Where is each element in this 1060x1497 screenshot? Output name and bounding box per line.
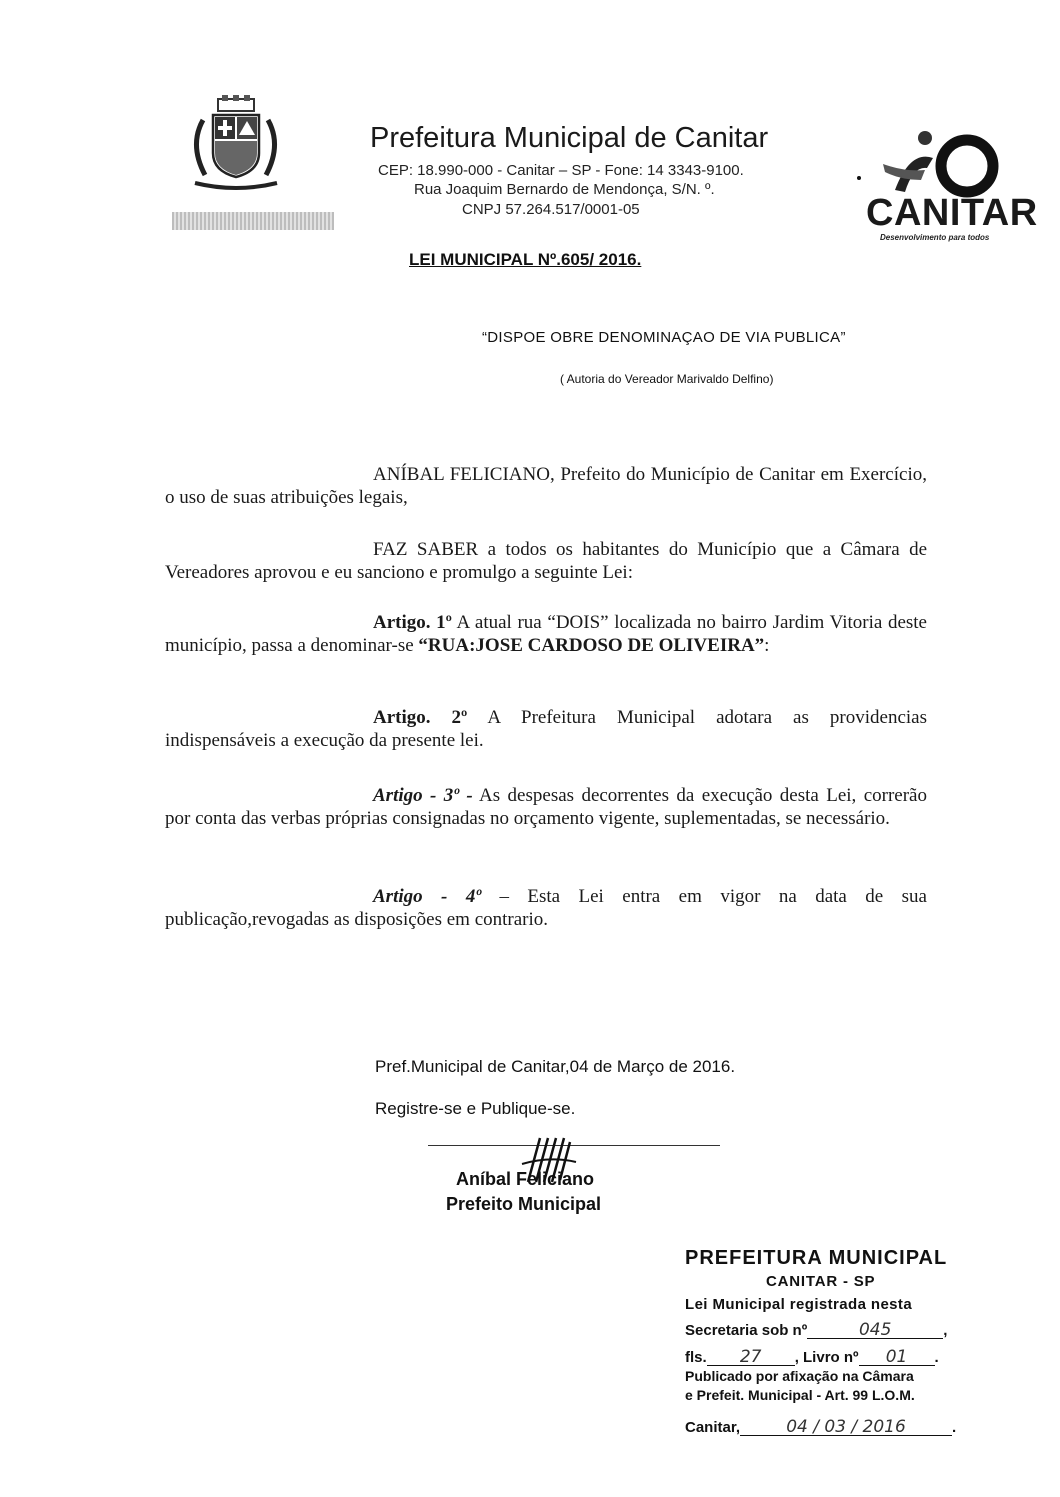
stamp-fls-value: 27	[707, 1349, 795, 1366]
article-2: Artigo. 2º A Prefeitura Municipal adotara as providencias indispensáveis a execução da presente lei.	[165, 707, 927, 751]
municipal-coat-of-arms-icon	[183, 95, 288, 195]
address-line-1: CEP: 18.990-000 - Canitar – SP - Fone: 14 3343-9100.	[378, 162, 744, 179]
preamble-paragraph: ANÍBAL FELICIANO, Prefeito do Município de Canitar em Exercício, o uso de suas atribuições legais,	[165, 464, 927, 508]
article-1: Artigo. 1º A atual rua “DOIS” localizada no bairro Jardim Vitoria deste município, passa a denominar-se “RUA:JOSE CARDOSO DE OLIVEIRA”:	[165, 612, 927, 656]
stamp-published-line: Publicado por afixação na Câmara	[685, 1368, 914, 1384]
law-ementa: “DISPOE OBRE DENOMINAÇAO DE VIA PUBLICA”	[482, 329, 846, 346]
article-2-label: Artigo. 2º	[373, 707, 468, 728]
stamp-livro-value: 01	[859, 1349, 935, 1366]
registre-publique: Registre-se e Publique-se.	[375, 1099, 576, 1118]
stamp-city: CANITAR - SP	[766, 1273, 876, 1290]
logo-tagline: Desenvolvimento para todos	[880, 233, 990, 242]
article-1-label: Artigo. 1º	[373, 612, 452, 633]
faz-saber-paragraph: FAZ SABER a todos os habitantes do Município que a Câmara de Vereadores aprovou e eu sanciono e promulgo a seguinte Lei:	[165, 539, 927, 583]
stamp-date-line: Canitar, 04 / 03 / 2016 .	[685, 1417, 957, 1437]
stamp-registered-line: Lei Municipal registrada nesta	[685, 1296, 913, 1313]
logo-wordmark: CANITAR	[866, 192, 1038, 234]
article-4-label: Artigo - 4º	[373, 886, 482, 907]
stamp-article-line: e Prefeit. Municipal - Art. 99 L.O.M.	[685, 1387, 915, 1403]
date-line: Pref.Municipal de Canitar,04 de Março de 2016.	[375, 1057, 736, 1076]
stamp-date-value: 04 / 03 / 2016	[740, 1419, 952, 1436]
address-line-3: CNPJ 57.264.517/0001-05	[462, 201, 640, 218]
signer-role: Prefeito Municipal	[446, 1194, 602, 1214]
street-name: “RUA:JOSE CARDOSO DE OLIVEIRA”	[418, 635, 765, 656]
stamp-fls-line: fls. 27 , Livro nº 01 .	[685, 1347, 939, 1367]
address-line-2: Rua Joaquim Bernardo de Mendonça, S/N. º.	[414, 181, 715, 198]
article-3: Artigo - 3º - As despesas decorrentes da execução desta Lei, correrão por conta das verbas próprias consignadas no orçamento vigente, suplementadas, se necessário.	[165, 785, 927, 829]
stamp-secretaria-line: Secretaria sob nº 045 ,	[685, 1320, 948, 1340]
article-4: Artigo - 4º – Esta Lei entra em vigor na data de sua publicação,revogadas as disposições em contrario.	[165, 886, 927, 930]
law-autoria: ( Autoria do Vereador Marivaldo Delfino)	[560, 372, 774, 386]
article-3-label: Artigo - 3º -	[373, 785, 473, 806]
org-name: Prefeitura Municipal de Canitar	[370, 122, 769, 154]
crest-underline-bar	[172, 212, 334, 230]
stamp-title: PREFEITURA MUNICIPAL	[685, 1247, 948, 1269]
stamp-number-value: 045	[807, 1322, 943, 1339]
signer-name: Aníbal Feliciano	[456, 1169, 595, 1189]
law-title: LEI MUNICIPAL Nº.605/ 2016.	[409, 250, 642, 269]
